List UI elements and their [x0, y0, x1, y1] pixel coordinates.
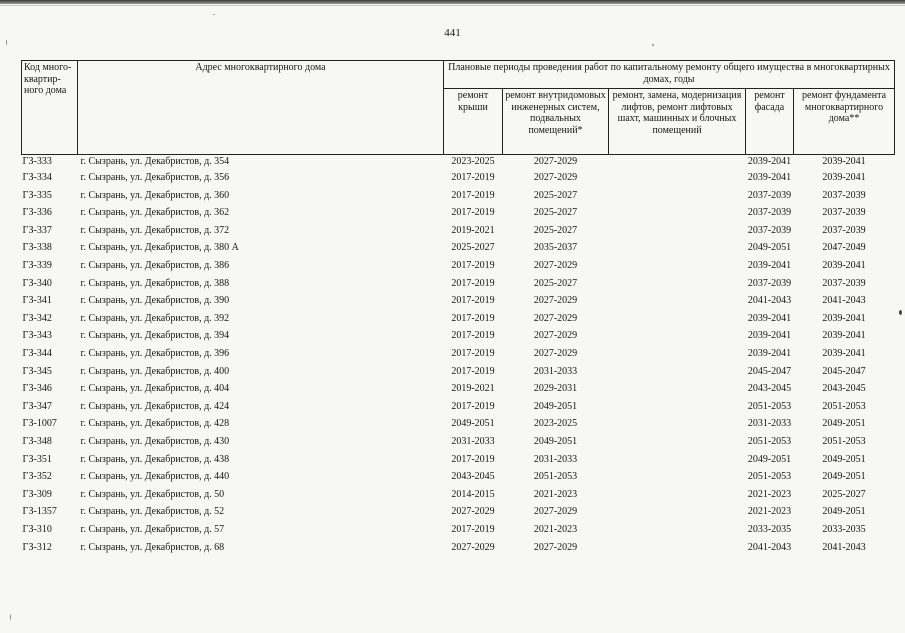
- table-row: [22, 451, 895, 469]
- foundation-period-cell: 2039-2041: [822, 260, 866, 272]
- facade-period-cell: 2037-2039: [747, 189, 792, 201]
- table-row: [22, 363, 895, 381]
- address-cell: г. Сызрань, ул. Декабристов, д. 440: [80, 471, 230, 483]
- facade-period-cell: 2049-2051: [747, 242, 792, 254]
- facade-period-cell: 2037-2039: [747, 207, 792, 219]
- foundation-period-cell: 2037-2039: [822, 277, 866, 289]
- table-row: [22, 521, 895, 539]
- header-engineering-systems-repair: ремонт внутридомовых инженерных систем, подвальных помещений*: [503, 89, 609, 155]
- foundation-period-cell: 2037-2039: [822, 189, 866, 201]
- building-code-cell: ГЗ-312: [22, 541, 52, 553]
- address-cell: г. Сызрань, ул. Декабристов, д. 354: [80, 156, 230, 168]
- foundation-period-cell: 2039-2041: [822, 347, 866, 359]
- building-code-cell: ГЗ-309: [22, 488, 52, 500]
- foundation-period-cell: 2039-2041: [822, 312, 866, 324]
- elevator-period-cell: [609, 345, 746, 363]
- scan-speck: [10, 614, 11, 620]
- page-number: 441: [444, 27, 461, 39]
- building-code-cell: ГЗ-343: [22, 330, 52, 342]
- elevator-period-cell: [609, 521, 746, 539]
- facade-period-cell: 2049-2051: [747, 453, 792, 465]
- table-row: [22, 415, 895, 433]
- roof-period-cell: 2043-2045: [451, 471, 495, 483]
- header-foundation-repair: ремонт фундамента многоквартирного дома**: [794, 89, 895, 155]
- facade-period-cell: 2033-2035: [747, 523, 792, 535]
- foundation-period-cell: 2047-2049: [822, 242, 866, 254]
- roof-period-cell: 2017-2019: [451, 453, 495, 465]
- building-code-cell: ГЗ-346: [22, 383, 52, 395]
- foundation-period-cell: 2033-2035: [822, 523, 866, 535]
- foundation-period-cell: 2039-2041: [822, 330, 866, 342]
- building-code-cell: ГЗ-348: [22, 435, 52, 447]
- address-cell: г. Сызрань, ул. Декабристов, д. 390: [80, 295, 230, 307]
- scan-top-edge: [0, 0, 905, 4]
- table-row: [22, 222, 895, 240]
- engineering-period-cell: 2027-2029: [533, 260, 578, 272]
- roof-period-cell: 2017-2019: [451, 312, 495, 324]
- address-cell: г. Сызрань, ул. Декабристов, д. 50: [80, 488, 225, 500]
- scan-speck: [6, 40, 7, 45]
- roof-period-cell: 2017-2019: [451, 365, 495, 377]
- roof-period-cell: 2017-2019: [451, 400, 495, 412]
- foundation-period-cell: 2041-2043: [822, 541, 866, 553]
- engineering-period-cell: 2027-2029: [533, 541, 578, 553]
- roof-period-cell: 2014-2015: [451, 488, 495, 500]
- scan-top-edge-line: [0, 5, 905, 6]
- roof-period-cell: 2017-2019: [451, 260, 495, 272]
- roof-period-cell: 2017-2019: [451, 207, 495, 219]
- table-row: [22, 433, 895, 451]
- engineering-period-cell: 2027-2029: [533, 156, 578, 168]
- header-roof-repair: ремонт крыши: [444, 89, 503, 155]
- engineering-period-cell: 2021-2023: [533, 523, 578, 535]
- facade-period-cell: 2039-2041: [747, 260, 792, 272]
- building-code-cell: ГЗ-334: [22, 172, 52, 184]
- elevator-period-cell: [609, 468, 746, 486]
- address-cell: г. Сызрань, ул. Декабристов, д. 430: [80, 435, 230, 447]
- roof-period-cell: 2017-2019: [451, 189, 495, 201]
- address-cell: г. Сызрань, ул. Декабристов, д. 372: [80, 224, 230, 236]
- foundation-period-cell: 2049-2051: [822, 453, 866, 465]
- building-code-cell: ГЗ-347: [22, 400, 52, 412]
- engineering-period-cell: 2051-2053: [533, 471, 578, 483]
- facade-period-cell: 2039-2041: [747, 312, 792, 324]
- scan-speck: [652, 44, 654, 46]
- facade-period-cell: 2021-2023: [747, 488, 792, 500]
- facade-period-cell: 2045-2047: [747, 365, 792, 377]
- foundation-period-cell: 2049-2051: [822, 471, 866, 483]
- foundation-period-cell: 2025-2027: [822, 488, 866, 500]
- foundation-period-cell: 2043-2045: [822, 383, 866, 395]
- engineering-period-cell: 2031-2033: [533, 365, 578, 377]
- address-cell: г. Сызрань, ул. Декабристов, д. 424: [80, 400, 230, 412]
- roof-period-cell: 2017-2019: [451, 330, 495, 342]
- address-cell: г. Сызрань, ул. Декабристов, д. 396: [80, 347, 230, 359]
- building-code-cell: ГЗ-345: [22, 365, 52, 377]
- elevator-period-cell: [609, 275, 746, 293]
- table-row: [22, 275, 895, 293]
- foundation-period-cell: 2037-2039: [822, 207, 866, 219]
- engineering-period-cell: 2027-2029: [533, 330, 578, 342]
- engineering-period-cell: 2049-2051: [533, 435, 578, 447]
- foundation-period-cell: 2051-2053: [822, 400, 866, 412]
- engineering-period-cell: 2035-2037: [533, 242, 578, 254]
- elevator-period-cell: [609, 398, 746, 416]
- foundation-period-cell: 2039-2041: [822, 172, 866, 184]
- address-cell: г. Сызрань, ул. Декабристов, д. 68: [80, 541, 225, 553]
- address-cell: г. Сызрань, ул. Декабристов, д. 404: [80, 383, 230, 395]
- header-elevator-repair: ремонт, замена, модернизация лифтов, ремонт лифтовых шахт, машинных и блочных помещений: [609, 89, 746, 155]
- facade-period-cell: 2041-2043: [747, 541, 792, 553]
- elevator-period-cell: [609, 415, 746, 433]
- address-cell: г. Сызрань, ул. Декабристов, д. 360: [80, 189, 230, 201]
- address-cell: г. Сызрань, ул. Декабристов, д. 362: [80, 207, 230, 219]
- engineering-period-cell: 2025-2027: [533, 207, 578, 219]
- elevator-period-cell: [609, 169, 746, 187]
- scan-speck: [899, 310, 902, 315]
- table-row: [22, 310, 895, 328]
- engineering-period-cell: 2027-2029: [533, 172, 578, 184]
- engineering-period-cell: 2027-2029: [533, 347, 578, 359]
- building-code-cell: ГЗ-337: [22, 224, 52, 236]
- table-row: [22, 257, 895, 275]
- facade-period-cell: 2051-2053: [747, 400, 792, 412]
- table-row: [22, 468, 895, 486]
- roof-period-cell: 2017-2019: [451, 295, 495, 307]
- table-body: [22, 155, 895, 557]
- engineering-period-cell: 2027-2029: [533, 312, 578, 324]
- elevator-period-cell: [609, 363, 746, 381]
- elevator-period-cell: [609, 257, 746, 275]
- table-row: [22, 239, 895, 257]
- header-planned-periods: Плановые периоды проведения работ по капитальному ремонту общего имущества в многоквартирных домах, годы: [444, 61, 895, 89]
- table-row: [22, 538, 895, 556]
- elevator-period-cell: [609, 451, 746, 469]
- header-address: Адрес многоквартирного дома: [78, 61, 444, 155]
- facade-period-cell: 2039-2041: [747, 156, 792, 168]
- address-cell: г. Сызрань, ул. Декабристов, д. 394: [80, 330, 230, 342]
- foundation-period-cell: 2039-2041: [822, 156, 866, 168]
- elevator-period-cell: [609, 155, 746, 170]
- roof-period-cell: 2019-2021: [451, 383, 495, 395]
- table-row: [22, 503, 895, 521]
- roof-period-cell: 2027-2029: [451, 506, 495, 518]
- building-code-cell: ГЗ-310: [22, 523, 52, 535]
- engineering-period-cell: 2031-2033: [533, 453, 578, 465]
- engineering-period-cell: 2023-2025: [533, 418, 578, 430]
- engineering-period-cell: 2027-2029: [533, 295, 578, 307]
- capital-repair-schedule-table: [21, 60, 895, 556]
- facade-period-cell: 2031-2033: [747, 418, 792, 430]
- header-facade-repair: ремонт фасада: [746, 89, 794, 155]
- elevator-period-cell: [609, 239, 746, 257]
- foundation-period-cell: 2041-2043: [822, 295, 866, 307]
- building-code-cell: ГЗ-1357: [22, 506, 57, 518]
- building-code-cell: ГЗ-342: [22, 312, 52, 324]
- scan-speck: [213, 14, 215, 15]
- address-cell: г. Сызрань, ул. Декабристов, д. 400: [80, 365, 230, 377]
- foundation-period-cell: 2045-2047: [822, 365, 866, 377]
- elevator-period-cell: [609, 538, 746, 556]
- table-row: [22, 486, 895, 504]
- foundation-period-cell: 2049-2051: [822, 506, 866, 518]
- facade-period-cell: 2051-2053: [747, 435, 792, 447]
- table-row: [22, 327, 895, 345]
- address-cell: г. Сызрань, ул. Декабристов, д. 380 А: [80, 242, 239, 254]
- roof-period-cell: 2031-2033: [451, 435, 495, 447]
- elevator-period-cell: [609, 503, 746, 521]
- building-code-cell: ГЗ-340: [22, 277, 52, 289]
- engineering-period-cell: 2027-2029: [533, 506, 578, 518]
- table-row: [22, 204, 895, 222]
- building-code-cell: ГЗ-335: [22, 189, 52, 201]
- roof-period-cell: 2027-2029: [451, 541, 495, 553]
- engineering-period-cell: 2025-2027: [533, 189, 578, 201]
- foundation-period-cell: 2049-2051: [822, 418, 866, 430]
- elevator-period-cell: [609, 486, 746, 504]
- facade-period-cell: 2021-2023: [747, 506, 792, 518]
- roof-period-cell: 2049-2051: [451, 418, 495, 430]
- facade-period-cell: 2039-2041: [747, 347, 792, 359]
- building-code-cell: ГЗ-1007: [22, 418, 57, 430]
- table-row: [22, 345, 895, 363]
- elevator-period-cell: [609, 380, 746, 398]
- building-code-cell: ГЗ-351: [22, 453, 52, 465]
- roof-period-cell: 2019-2021: [451, 224, 495, 236]
- facade-period-cell: 2037-2039: [747, 277, 792, 289]
- facade-period-cell: 2037-2039: [747, 224, 792, 236]
- elevator-period-cell: [609, 187, 746, 205]
- elevator-period-cell: [609, 327, 746, 345]
- building-code-cell: ГЗ-333: [22, 156, 52, 168]
- table-row: [22, 155, 895, 170]
- address-cell: г. Сызрань, ул. Декабристов, д. 392: [80, 312, 230, 324]
- facade-period-cell: 2039-2041: [747, 330, 792, 342]
- address-cell: г. Сызрань, ул. Декабристов, д. 386: [80, 260, 230, 272]
- building-code-cell: ГЗ-339: [22, 260, 52, 272]
- facade-period-cell: 2039-2041: [747, 172, 792, 184]
- foundation-period-cell: 2051-2053: [822, 435, 866, 447]
- header-building-code: Код много-квартир-ного дома: [22, 61, 78, 155]
- building-code-cell: ГЗ-344: [22, 347, 52, 359]
- table-row: [22, 292, 895, 310]
- address-cell: г. Сызрань, ул. Декабристов, д. 438: [80, 453, 230, 465]
- building-code-cell: ГЗ-336: [22, 207, 52, 219]
- engineering-period-cell: 2025-2027: [533, 277, 578, 289]
- elevator-period-cell: [609, 310, 746, 328]
- facade-period-cell: 2041-2043: [747, 295, 792, 307]
- engineering-period-cell: 2029-2031: [533, 383, 578, 395]
- table-row: [22, 398, 895, 416]
- roof-period-cell: 2017-2019: [451, 347, 495, 359]
- engineering-period-cell: 2021-2023: [533, 488, 578, 500]
- address-cell: г. Сызрань, ул. Декабристов, д. 428: [80, 418, 230, 430]
- facade-period-cell: 2051-2053: [747, 471, 792, 483]
- address-cell: г. Сызрань, ул. Декабристов, д. 57: [80, 523, 225, 535]
- foundation-period-cell: 2037-2039: [822, 224, 866, 236]
- address-cell: г. Сызрань, ул. Декабристов, д. 356: [80, 172, 230, 184]
- address-cell: г. Сызрань, ул. Декабристов, д. 52: [80, 506, 225, 518]
- roof-period-cell: 2017-2019: [451, 523, 495, 535]
- roof-period-cell: 2025-2027: [451, 242, 495, 254]
- roof-period-cell: 2017-2019: [451, 277, 495, 289]
- building-code-cell: ГЗ-352: [22, 471, 52, 483]
- engineering-period-cell: 2049-2051: [533, 400, 578, 412]
- roof-period-cell: 2023-2025: [451, 156, 495, 168]
- elevator-period-cell: [609, 433, 746, 451]
- engineering-period-cell: 2025-2027: [533, 224, 578, 236]
- address-cell: г. Сызрань, ул. Декабристов, д. 388: [80, 277, 230, 289]
- elevator-period-cell: [609, 292, 746, 310]
- table-row: [22, 187, 895, 205]
- elevator-period-cell: [609, 222, 746, 240]
- elevator-period-cell: [609, 204, 746, 222]
- building-code-cell: ГЗ-338: [22, 242, 52, 254]
- building-code-cell: ГЗ-341: [22, 295, 52, 307]
- table-row: [22, 380, 895, 398]
- facade-period-cell: 2043-2045: [747, 383, 792, 395]
- roof-period-cell: 2017-2019: [451, 172, 495, 184]
- table-row: [22, 169, 895, 187]
